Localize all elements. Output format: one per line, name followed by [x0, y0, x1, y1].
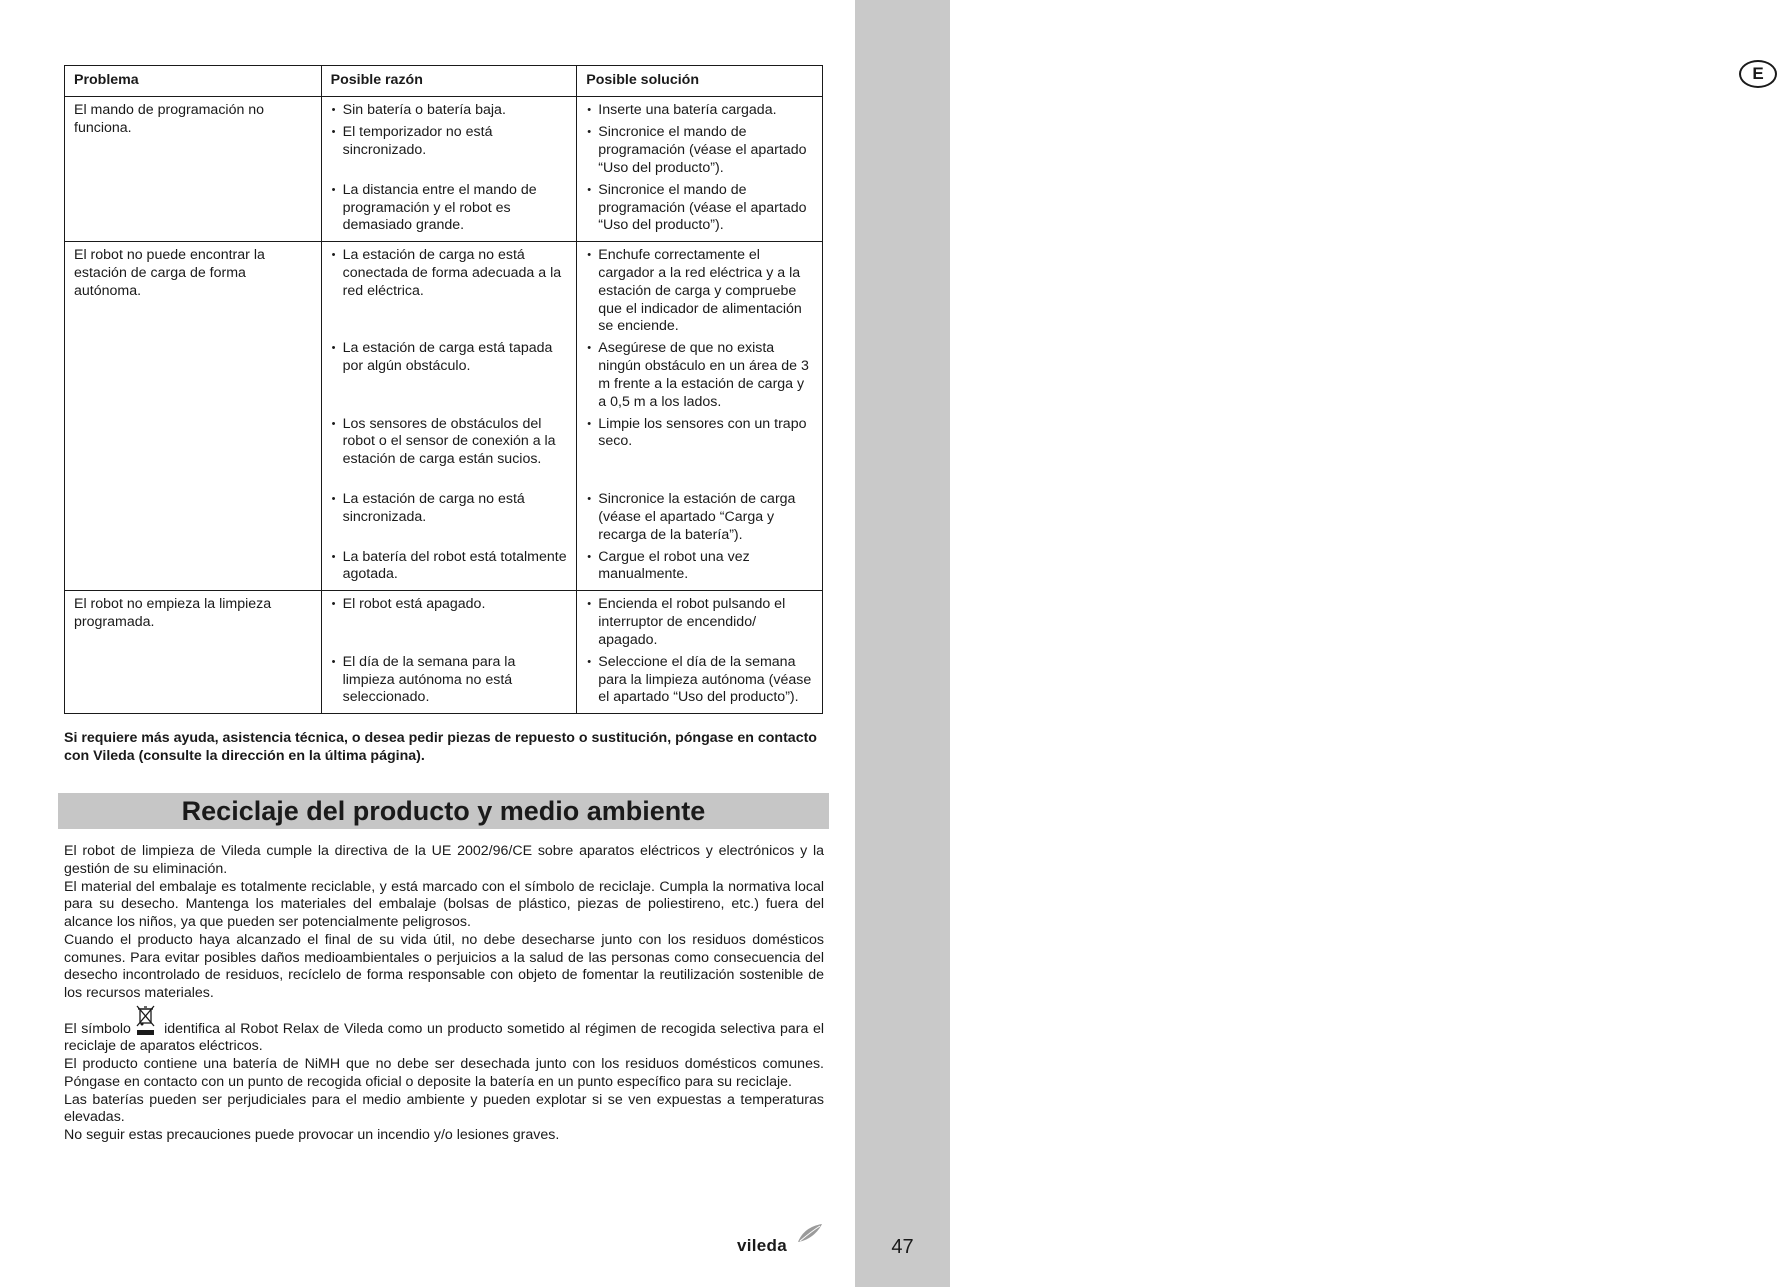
table-header-row — [65, 66, 823, 97]
problem-cell — [65, 591, 322, 714]
reason-item: • La distancia entre el mando de programación y el robot es demasiado grande. — [331, 182, 568, 235]
solution-item: • Cargue el robot una vez manualmente. — [586, 549, 813, 585]
solution-item: • Sincronice la estación de carga (véase el apartado “Carga y recarga de la batería”). — [586, 491, 813, 549]
solution-cell — [577, 96, 823, 241]
header-solution: Posible solución — [577, 66, 823, 97]
paragraph: Las baterías pueden ser perjudiciales para el medio ambiente y pueden explotar si se ven expuestas a temperaturas elevadas. — [64, 1091, 824, 1126]
help-note: Si requiere más ayuda, asistencia técnica, o desea pedir piezas de repuesto o sustitución, póngase en contacto con Vileda (consulte la dirección en la última página). — [64, 730, 817, 764]
header-reason: Posible razón — [321, 66, 577, 97]
paragraph: No seguir estas precauciones puede provocar un incendio y/o lesiones graves. — [64, 1127, 560, 1143]
reason-cell — [321, 242, 577, 591]
paragraph: El material del embalaje es totalmente reciclable, y está marcado con el símbolo de reciclaje. Cumpla la normativa local para su desecho. Mantenga los materiales del embalaje (bolsas de plástico, piezas de poliestireno, etc.) fuera del alcance los niños, ya que pueden ser potencialmente peligrosos. — [64, 878, 824, 930]
solution-item: • Encienda el robot pulsando el interruptor de encendido/ apagado. — [586, 596, 813, 654]
vileda-logo — [735, 1222, 830, 1258]
paragraph: Cuando el producto haya alcanzado el final de su vida útil, no debe desecharse junto con los residuos domésticos comunes. Para evitar posibles daños medioambientales o perjuicios a la salud de las personas como consecuencia del desecho incontrolado de residuos, recíclelo de forma responsable con objeto de fomentar la reutilización sostenible de los recursos materiales. — [64, 931, 824, 1001]
paragraph-text: El símbolo — [64, 1020, 131, 1037]
leaf-icon — [796, 1222, 826, 1246]
reason-item: • El temporizador no está sincronizado. — [331, 124, 568, 182]
paragraph: El producto contiene una batería de NiMH que no debe ser desechada junto con los residuos domésticos comunes. Póngase en contacto con un punto de recogida oficial o deposite la batería en un punto específico para su reciclaje. — [64, 1056, 824, 1090]
solution-item: • Seleccione el día de la semana para la limpieza autónoma (véase el apartado “Uso del producto”). — [586, 654, 813, 707]
problem-text: El mando de programación no funciona. — [74, 101, 265, 136]
crossed-out-wheelie-bin-icon — [135, 1021, 159, 1038]
problem-cell — [65, 242, 322, 591]
solution-item: • Inserte una batería cargada. — [586, 102, 813, 125]
solution-item: • Sincronice el mando de programación (véase el apartado “Uso del producto”). — [586, 182, 813, 235]
side-margin-bar — [855, 0, 1764, 1287]
reason-item: • El robot está apagado. — [331, 596, 568, 654]
reason-item: • La batería del robot está totalmente agotada. — [331, 549, 568, 585]
problem-text: El robot no empieza la limpieza programada. — [74, 596, 272, 631]
reason-item: • La estación de carga no está conectada de forma adecuada a la red eléctrica. — [331, 247, 568, 340]
solution-item: • Limpie los sensores con un trapo seco. — [586, 416, 813, 492]
reason-item: • La estación de carga no está sincronizada. — [331, 491, 568, 549]
solution-item: • Sincronice el mando de programación (véase el apartado “Uso del producto”). — [586, 124, 813, 182]
troubleshooting-table — [64, 65, 823, 714]
reason-cell — [321, 591, 577, 714]
solution-item: • Asegúrese de que no exista ningún obstáculo en un área de 3 m frente a la estación de carga y a 0,5 m a los lados. — [586, 340, 813, 416]
problem-cell — [65, 96, 322, 241]
page-number: 47 — [891, 1236, 914, 1258]
header-problem: Problema — [65, 66, 322, 97]
table-row — [65, 242, 823, 591]
table-row — [65, 96, 823, 241]
solution-cell — [577, 591, 823, 714]
paragraph — [64, 1021, 824, 1057]
reason-item: • La estación de carga está tapada por algún obstáculo. — [331, 340, 568, 416]
table-row — [65, 591, 823, 714]
paragraph: El robot de limpieza de Vileda cumple la directiva de la UE 2002/96/CE sobre aparatos eléctricos y electrónicos y la gestión de su eliminación. — [64, 843, 824, 877]
solution-cell — [577, 242, 823, 591]
logo-text: vileda — [737, 1236, 787, 1255]
recycling-body — [64, 843, 824, 1145]
section-title: Reciclaje del producto y medio ambiente — [181, 796, 706, 826]
section-heading-band — [58, 793, 829, 829]
reason-cell — [321, 96, 577, 241]
paragraph-text: identifica al Robot Relax de Vileda como un producto sometido al régimen de recogida selectiva para el reciclaje de aparatos eléctricos. — [64, 1020, 824, 1055]
solution-item: • Enchufe correctamente el cargador a la red eléctrica y a la estación de carga y compruebe que el indicador de alimentación se enciende. — [586, 247, 813, 340]
language-badge: E — [1739, 60, 1777, 88]
problem-text: El robot no puede encontrar la estación de carga de forma autónoma. — [74, 247, 265, 299]
reason-item: • Sin batería o batería baja. — [331, 102, 568, 125]
reason-item: • Los sensores de obstáculos del robot o el sensor de conexión a la estación de carga están sucios. — [331, 416, 568, 492]
reason-item: • El día de la semana para la limpieza autónoma no está seleccionado. — [331, 654, 568, 707]
